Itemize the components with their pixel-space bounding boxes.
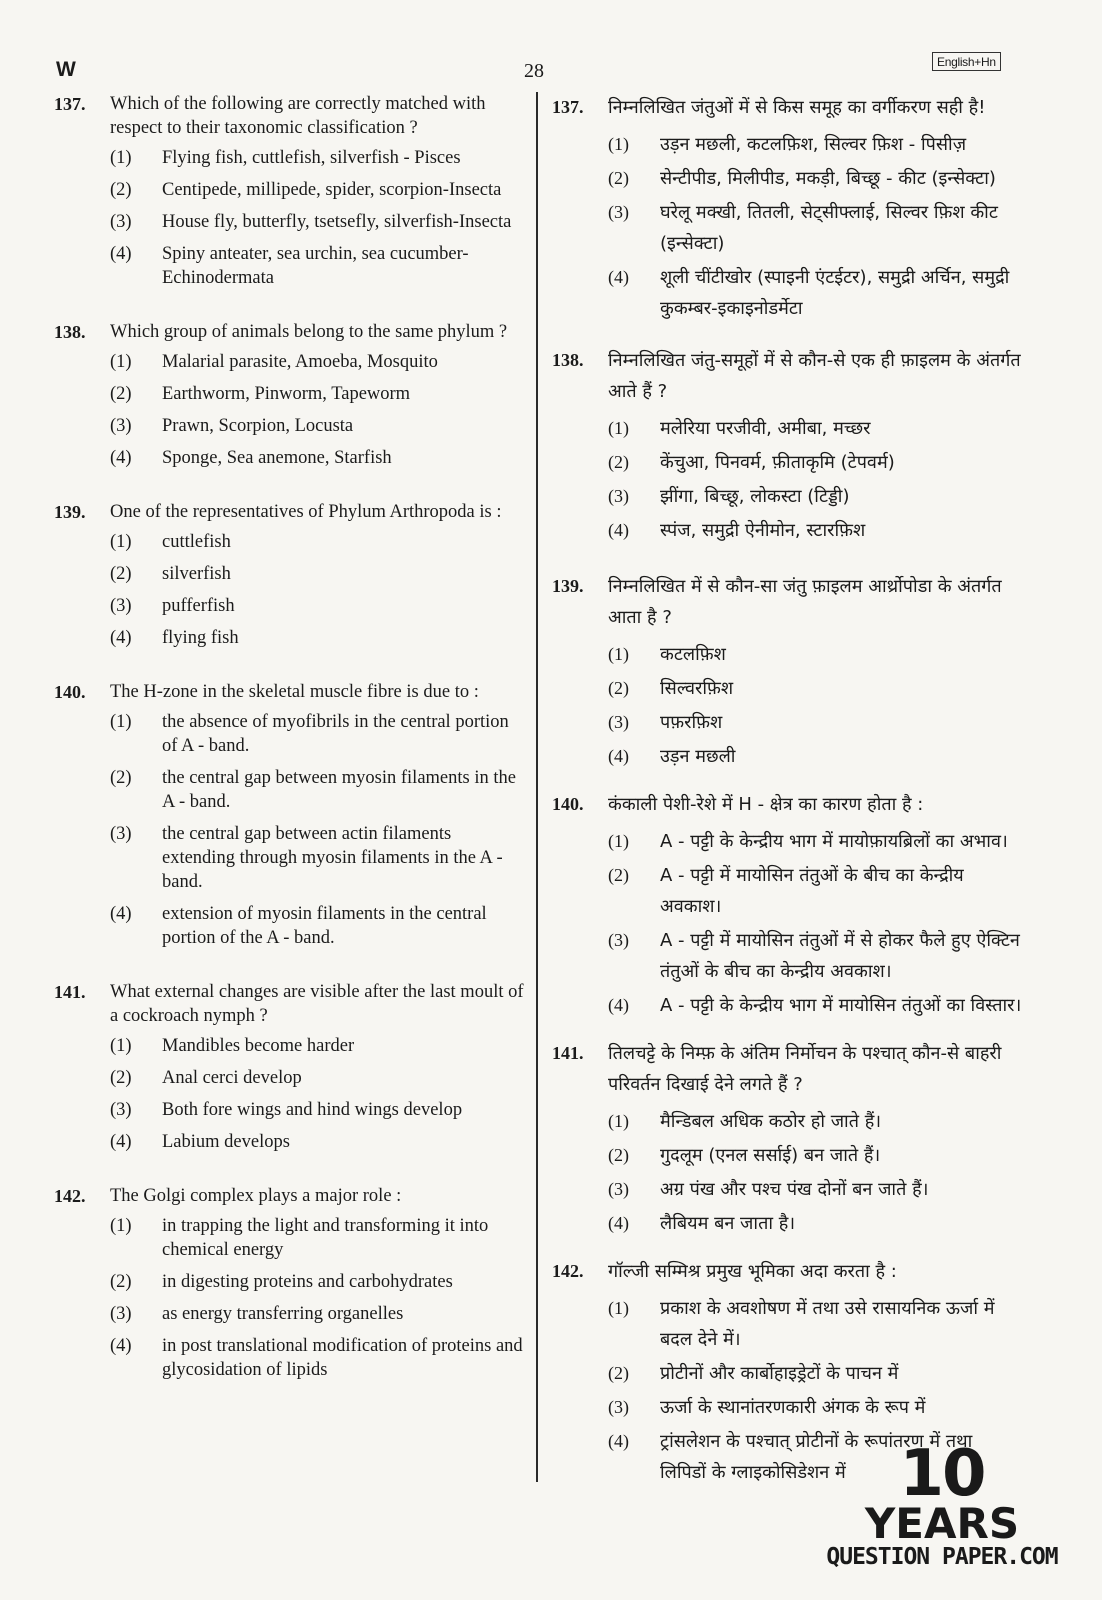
option-text: कटलफ़िश xyxy=(660,644,726,665)
question-english-1 xyxy=(54,92,528,290)
option-text: in trapping the light and transforming it into chemical energy xyxy=(162,1216,489,1260)
option-3 xyxy=(110,822,528,894)
option-text: पफ़रफ़िश xyxy=(660,712,723,733)
question-english-6 xyxy=(54,1184,528,1382)
option-4 xyxy=(110,446,528,470)
option-label: (2) xyxy=(608,452,629,472)
option-text: Earthworm, Pinworm, Tapeworm xyxy=(162,384,411,404)
question-hindi-1 xyxy=(552,92,1022,324)
option-2 xyxy=(608,860,1022,922)
watermark-site: QUESTION PAPER.COM xyxy=(826,1544,1058,1570)
option-4 xyxy=(608,262,1022,324)
option-text: extension of myosin filaments in the central portion of the A - band. xyxy=(162,904,487,948)
question-number: 139. xyxy=(552,576,584,596)
option-4 xyxy=(110,242,528,290)
options-list xyxy=(110,1034,528,1154)
option-text: Anal cerci develop xyxy=(162,1068,302,1088)
option-text: A - पट्टी में मायोसिन तंतुओं में से होकर फैले हुए ऐक्टिन तंतुओं के बीच का केन्द्रीय अवकाश। xyxy=(660,930,1020,982)
question-text: निम्नलिखित जंतुओं में से किस समूह का वर्गीकरण सही है! xyxy=(608,97,986,118)
option-text: silverfish xyxy=(162,564,231,584)
option-3 xyxy=(608,481,1022,512)
option-3 xyxy=(608,1174,1022,1205)
question-hindi-3 xyxy=(552,571,1022,772)
watermark-word: YEARS xyxy=(864,1499,1020,1548)
option-4 xyxy=(110,1334,528,1382)
option-text: प्रकाश के अवशोषण में तथा उसे रासायनिक ऊर्जा में बदल देने में। xyxy=(660,1298,995,1350)
option-1 xyxy=(110,530,528,554)
hindi-column xyxy=(552,92,1022,1491)
option-label: (2) xyxy=(110,384,132,404)
option-2 xyxy=(110,1270,528,1294)
option-label: (1) xyxy=(110,712,132,732)
option-label: (4) xyxy=(110,1336,132,1356)
question-text: The Golgi complex plays a major role : xyxy=(110,1186,402,1206)
option-3 xyxy=(110,210,528,234)
question-english-5 xyxy=(54,980,528,1154)
option-4 xyxy=(608,1208,1022,1239)
option-label: (4) xyxy=(608,746,629,766)
option-label: (3) xyxy=(110,596,132,616)
option-label: (1) xyxy=(608,1111,629,1131)
option-label: (2) xyxy=(110,1068,132,1088)
options-list xyxy=(608,826,1022,1021)
option-label: (4) xyxy=(110,628,132,648)
question-text: निम्नलिखित जंतु-समूहों में से कौन-से एक ही फ़ाइलम के अंतर्गत आते हैं ? xyxy=(608,350,1021,402)
option-label: (2) xyxy=(110,180,132,200)
option-text: ट्रांसलेशन के पश्चात् प्रोटीनों के रूपांतरण में तथा लिपिडों के ग्लाइकोसिडेशन में xyxy=(660,1431,973,1483)
option-2 xyxy=(608,673,1022,704)
option-1 xyxy=(608,413,1022,444)
option-text: झींगा, बिच्छू, लोकस्टा (टिड्डी) xyxy=(660,486,850,507)
question-text: कंकाली पेशी-रेशे में H - क्षेत्र का कारण होता है : xyxy=(608,794,924,815)
option-4 xyxy=(608,515,1022,546)
option-2 xyxy=(608,1358,1022,1389)
option-text: A - पट्टी के केन्द्रीय भाग में मायोसिन तंतुओं का विस्तार। xyxy=(660,995,1022,1016)
question-english-3 xyxy=(54,500,528,650)
option-text: cuttlefish xyxy=(162,532,231,552)
option-text: Prawn, Scorpion, Locusta xyxy=(162,416,354,436)
question-text: What external changes are visible after the last moult of a cockroach nymph ? xyxy=(110,982,524,1026)
option-text: House fly, butterfly, tsetsefly, silverfish-Insecta xyxy=(162,212,512,232)
option-1 xyxy=(608,826,1022,857)
option-label: (4) xyxy=(110,1132,132,1152)
option-label: (2) xyxy=(110,1272,132,1292)
question-number: 138. xyxy=(54,322,86,342)
option-text: लैबियम बन जाता है। xyxy=(660,1213,796,1234)
option-4 xyxy=(608,741,1022,772)
option-4 xyxy=(110,1130,528,1154)
option-text: as energy transferring organelles xyxy=(162,1304,404,1324)
option-label: (3) xyxy=(110,1100,132,1120)
option-3 xyxy=(608,1392,1022,1423)
option-2 xyxy=(608,1140,1022,1171)
option-2 xyxy=(608,163,1022,194)
option-text: Malarial parasite, Amoeba, Mosquito xyxy=(162,352,438,372)
option-label: (2) xyxy=(608,1363,629,1383)
option-text: मैन्डिबल अधिक कठोर हो जाते हैं। xyxy=(660,1111,882,1132)
watermark-logo xyxy=(822,1437,1062,1570)
option-label: (4) xyxy=(110,448,132,468)
option-text: शूली चींटीखोर (स्पाइनी एंटईटर), समुद्री अर्चिन, समुद्री कुकम्बर-इकाइनोडर्मेटा xyxy=(660,267,1010,319)
question-number: 141. xyxy=(552,1043,584,1063)
option-1 xyxy=(608,639,1022,670)
options-list xyxy=(110,146,528,290)
option-2 xyxy=(110,382,528,406)
options-list xyxy=(110,530,528,650)
option-label: (4) xyxy=(608,995,629,1015)
option-text: स्पंज, समुद्री ऐनीमोन, स्टारफ़िश xyxy=(660,520,866,541)
question-number: 137. xyxy=(552,97,584,117)
question-hindi-2 xyxy=(552,345,1022,546)
option-label: (1) xyxy=(110,352,132,372)
option-4 xyxy=(608,990,1022,1021)
question-number: 137. xyxy=(54,94,86,114)
question-text: तिलचट्टे के निम्फ़ के अंतिम निर्मोचन के पश्चात् कौन-से बाहरी परिवर्तन दिखाई देने लगते हैं ? xyxy=(608,1043,1002,1095)
option-label: (2) xyxy=(110,768,132,788)
column-divider xyxy=(536,92,538,1482)
option-3 xyxy=(110,414,528,438)
options-list xyxy=(608,639,1022,772)
option-label: (3) xyxy=(110,212,132,232)
option-label: (2) xyxy=(608,865,629,885)
option-text: pufferfish xyxy=(162,596,235,616)
options-list xyxy=(110,1214,528,1382)
option-text: in digesting proteins and carbohydrates xyxy=(162,1272,453,1292)
option-text: Flying fish, cuttlefish, silverfish - Pisces xyxy=(162,148,461,168)
option-text: गुदलूम (एनल सर्साई) बन जाते हैं। xyxy=(660,1145,881,1166)
option-label: (1) xyxy=(608,644,629,664)
option-text: Both fore wings and hind wings develop xyxy=(162,1100,463,1120)
option-text: केंचुआ, पिनवर्म, फ़ीताकृमि (टेपवर्म) xyxy=(660,452,895,473)
options-list xyxy=(110,710,528,950)
question-text: Which group of animals belong to the same phylum ? xyxy=(110,322,508,342)
option-text: ऊर्जा के स्थानांतरणकारी अंगक के रूप में xyxy=(660,1397,926,1418)
option-3 xyxy=(608,197,1022,259)
option-2 xyxy=(608,447,1022,478)
question-text: निम्नलिखित में से कौन-सा जंतु फ़ाइलम आर्थ्रोपोडा के अंतर्गत आता है ? xyxy=(608,576,1002,628)
option-3 xyxy=(110,594,528,618)
option-text: the absence of myofibrils in the central portion of A - band. xyxy=(162,712,509,756)
option-label: (2) xyxy=(608,678,629,698)
question-number: 140. xyxy=(54,682,86,702)
option-label: (3) xyxy=(608,930,629,950)
option-label: (4) xyxy=(110,904,132,924)
option-1 xyxy=(110,1214,528,1262)
option-label: (3) xyxy=(608,486,629,506)
option-label: (3) xyxy=(608,1179,629,1199)
question-hindi-4 xyxy=(552,789,1022,1021)
option-text: मलेरिया परजीवी, अमीबा, मच्छर xyxy=(660,418,871,439)
option-label: (1) xyxy=(608,134,629,154)
option-label: (4) xyxy=(608,520,629,540)
option-3 xyxy=(110,1098,528,1122)
option-label: (2) xyxy=(608,1145,629,1165)
page-number: 28 xyxy=(524,60,544,82)
header-set-code: W xyxy=(56,58,76,81)
option-2 xyxy=(110,562,528,586)
option-text: flying fish xyxy=(162,628,239,648)
option-text: उड़न मछली xyxy=(660,746,736,767)
option-text: सेन्टीपीड, मिलीपीड, मकड़ी, बिच्छू - कीट (इन्सेक्टा) xyxy=(660,168,996,189)
option-label: (1) xyxy=(608,1298,629,1318)
question-number: 140. xyxy=(552,794,584,814)
option-1 xyxy=(608,1293,1022,1355)
option-text: प्रोटीनों और कार्बोहाइड्रेटों के पाचन में xyxy=(660,1363,899,1384)
option-label: (4) xyxy=(110,244,132,264)
question-english-4 xyxy=(54,680,528,950)
option-label: (4) xyxy=(608,267,629,287)
option-1 xyxy=(110,146,528,170)
option-text: the central gap between actin filaments extending through myosin filaments in the A - band. xyxy=(162,824,503,892)
question-number: 141. xyxy=(54,982,86,1002)
option-1 xyxy=(110,350,528,374)
option-text: सिल्वरफ़िश xyxy=(660,678,734,699)
option-label: (1) xyxy=(110,1036,132,1056)
option-text: Labium develops xyxy=(162,1132,290,1152)
option-2 xyxy=(110,1066,528,1090)
question-text: One of the representatives of Phylum Arthropoda is : xyxy=(110,502,502,522)
question-number: 138. xyxy=(552,350,584,370)
option-2 xyxy=(110,178,528,202)
option-label: (3) xyxy=(110,416,132,436)
options-list xyxy=(110,350,528,470)
question-number: 139. xyxy=(54,502,86,522)
option-label: (1) xyxy=(110,1216,132,1236)
language-tag: English+Hn xyxy=(932,52,1001,71)
options-list xyxy=(608,1106,1022,1239)
option-text: A - पट्टी में मायोसिन तंतुओं के बीच का केन्द्रीय अवकाश। xyxy=(660,865,964,917)
option-label: (2) xyxy=(608,168,629,188)
option-label: (3) xyxy=(608,712,629,732)
option-label: (1) xyxy=(110,532,132,552)
options-list xyxy=(608,413,1022,546)
option-label: (2) xyxy=(110,564,132,584)
option-text: in post translational modification of proteins and glycosidation of lipids xyxy=(162,1336,523,1380)
option-4 xyxy=(110,902,528,950)
watermark-number: 10 xyxy=(899,1437,985,1511)
question-text: The H-zone in the skeletal muscle fibre is due to : xyxy=(110,682,479,702)
option-label: (3) xyxy=(110,1304,132,1324)
option-label: (1) xyxy=(608,831,629,851)
option-4 xyxy=(110,626,528,650)
option-1 xyxy=(110,710,528,758)
option-label: (3) xyxy=(608,202,629,222)
option-3 xyxy=(608,707,1022,738)
question-text: गॉल्जी सम्मिश्र प्रमुख भूमिका अदा करता है : xyxy=(608,1261,897,1282)
option-text: Centipede, millipede, spider, scorpion-Insecta xyxy=(162,180,502,200)
option-3 xyxy=(608,925,1022,987)
options-list xyxy=(608,129,1022,324)
option-2 xyxy=(110,766,528,814)
question-text: Which of the following are correctly matched with respect to their taxonomic classification ? xyxy=(110,94,486,138)
option-text: घरेलू मक्खी, तितली, सेट्सीफ्लाई, सिल्वर फ़िश कीट (इन्सेक्टा) xyxy=(660,202,998,254)
option-1 xyxy=(608,129,1022,160)
option-1 xyxy=(110,1034,528,1058)
question-number: 142. xyxy=(552,1261,584,1281)
option-3 xyxy=(110,1302,528,1326)
question-number: 142. xyxy=(54,1186,86,1206)
option-text: Mandibles become harder xyxy=(162,1036,355,1056)
option-label: (1) xyxy=(110,148,132,168)
question-english-2 xyxy=(54,320,528,470)
option-text: A - पट्टी के केन्द्रीय भाग में मायोफ़ायब्रिलों का अभाव। xyxy=(660,831,1008,852)
option-text: the central gap between myosin filaments in the A - band. xyxy=(162,768,516,812)
option-label: (3) xyxy=(110,824,132,844)
option-label: (4) xyxy=(608,1213,629,1233)
option-label: (4) xyxy=(608,1431,629,1451)
option-text: उड़न मछली, कटलफ़िश, सिल्वर फ़िश - पिसीज़ xyxy=(660,134,967,155)
option-label: (3) xyxy=(608,1397,629,1417)
option-text: Sponge, Sea anemone, Starfish xyxy=(162,448,392,468)
option-text: अग्र पंख और पश्च पंख दोनों बन जाते हैं। xyxy=(660,1179,929,1200)
option-label: (1) xyxy=(608,418,629,438)
english-column xyxy=(54,92,528,1390)
option-text: Spiny anteater, sea urchin, sea cucumber-Echinodermata xyxy=(162,244,469,288)
option-1 xyxy=(608,1106,1022,1137)
question-hindi-5 xyxy=(552,1038,1022,1239)
